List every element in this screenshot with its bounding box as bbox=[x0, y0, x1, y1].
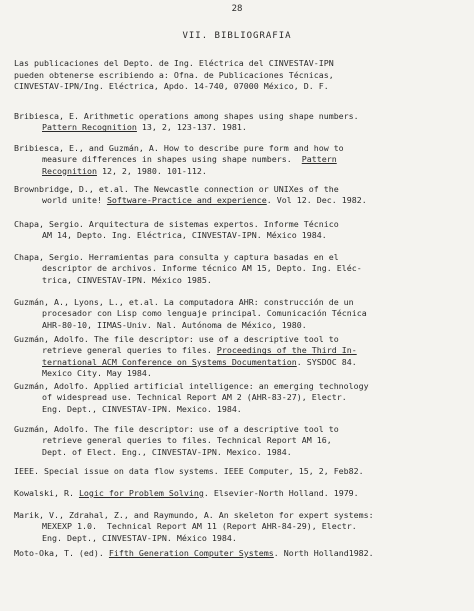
reference-text: Brownbridge, D., et.al. The Newcastle connection or UNIXes of the bbox=[14, 184, 339, 194]
reference-line bbox=[14, 308, 466, 319]
reference-line bbox=[14, 275, 466, 286]
reference-entry bbox=[14, 488, 466, 499]
reference-line bbox=[14, 195, 466, 206]
reference-line bbox=[14, 230, 466, 241]
reference-line bbox=[14, 392, 466, 403]
reference-text: Bribiesca, E., and Guzmán, A. How to describe pure form and how to bbox=[14, 143, 344, 153]
reference-line bbox=[14, 154, 466, 165]
reference-line bbox=[14, 510, 466, 521]
intro-line: pueden obtenerse escribiendo a: Ofna. de Publicaciones Técnicas, bbox=[14, 69, 334, 80]
reference-text: Marik, V., Zdrahal, Z., and Raymundo, A. An skeleton for expert systems: bbox=[14, 510, 374, 520]
reference-entry bbox=[14, 424, 466, 458]
reference-title: Pattern bbox=[301, 154, 337, 165]
reference-text: trica, CINVESTAV-IPN. México 1985. bbox=[42, 274, 212, 285]
page-number: 28 bbox=[231, 4, 243, 14]
reference-text: . Vol 12. Dec. 1982. bbox=[266, 195, 367, 206]
reference-text: 12, 2, 1980. 101-112. bbox=[96, 165, 207, 176]
section-heading: VII. BIBLIOGRAFIA bbox=[182, 31, 292, 41]
reference-entry bbox=[14, 219, 466, 242]
reference-text: Eng. Dept., CINVESTAV-IPN. Mexico. 1984. bbox=[42, 403, 242, 414]
reference-text: Guzmán, Adolfo. The file descriptor: use of a descriptive tool to bbox=[14, 334, 339, 344]
reference-line bbox=[14, 533, 466, 544]
intro-paragraph bbox=[14, 58, 464, 93]
reference-text: MEXEXP 1.0. Technical Report AM 11 (Report AHR-84-29), Electr. bbox=[42, 521, 357, 532]
reference-line bbox=[14, 521, 466, 532]
reference-entry bbox=[14, 510, 466, 544]
reference-text: measure differences in shapes using shape numbers. bbox=[42, 154, 302, 165]
reference-line bbox=[14, 447, 466, 458]
reference-text: Bribiesca, E. Arithmetic operations among shapes using shape numbers. bbox=[14, 111, 359, 121]
reference-line bbox=[14, 404, 466, 415]
reference-line bbox=[14, 219, 466, 230]
reference-text: descriptor de archivos. Informe técnico AM 15, Depto. Ing. Eléc- bbox=[42, 263, 362, 274]
reference-entry bbox=[14, 143, 466, 177]
reference-title: Logic for Problem Solving bbox=[78, 488, 204, 498]
reference-text: Mexico City. May 1984. bbox=[42, 367, 152, 378]
reference-line bbox=[14, 381, 466, 392]
reference-line bbox=[14, 548, 466, 559]
reference-line bbox=[14, 122, 466, 133]
reference-text: world unite! bbox=[42, 195, 107, 206]
reference-text: Guzmán, Adolfo. Applied artificial intelligence: an emerging technology bbox=[14, 381, 369, 391]
reference-text: Chapa, Sergio. Arquitectura de sistemas expertos. Informe Técnico bbox=[14, 219, 339, 229]
reference-line bbox=[14, 357, 466, 368]
reference-text: AHR-80-10, IIMAS-Univ. Nal. Autónoma de México, 1980. bbox=[42, 319, 307, 330]
reference-text: Guzmán, Adolfo. The file descriptor: use of a descriptive tool to bbox=[14, 424, 339, 434]
reference-line bbox=[14, 435, 466, 446]
reference-text: IEEE. Special issue on data flow systems. IEEE Computer, 15, 2, Feb82. bbox=[14, 466, 364, 476]
reference-text: . SYSDOC 84. bbox=[296, 356, 357, 367]
reference-line bbox=[14, 252, 466, 263]
reference-entry bbox=[14, 548, 466, 559]
reference-title: Fifth Generation Computer Systems bbox=[108, 548, 274, 558]
reference-entry bbox=[14, 466, 466, 477]
reference-text: 13, 2, 123-137. 1981. bbox=[136, 122, 247, 133]
reference-line bbox=[14, 424, 466, 435]
reference-title: Proceedings of the Third In- bbox=[216, 345, 357, 356]
reference-text: AM 14, Depto. Ing. Eléctrica, CINVESTAV-IPN. México 1984. bbox=[42, 230, 327, 241]
reference-entry bbox=[14, 297, 466, 331]
reference-line bbox=[14, 184, 466, 195]
reference-line bbox=[14, 466, 466, 477]
reference-line bbox=[14, 345, 466, 356]
reference-entry bbox=[14, 111, 466, 134]
reference-title: Recognition bbox=[42, 165, 97, 176]
reference-entry bbox=[14, 381, 466, 415]
reference-text: procesador con Lisp como lenguaje principal. Comunicación Técnica bbox=[42, 308, 367, 319]
reference-text: retrieve general queries to files. Technical Report AM 16, bbox=[42, 435, 332, 446]
reference-line bbox=[14, 488, 466, 499]
reference-line bbox=[14, 334, 466, 345]
intro-line: Las publicaciones del Depto. de Ing. Eléctrica del CINVESTAV-IPN bbox=[14, 58, 334, 68]
reference-line bbox=[14, 111, 466, 122]
reference-line bbox=[14, 263, 466, 274]
reference-line bbox=[14, 166, 466, 177]
reference-line bbox=[14, 297, 466, 308]
reference-title: ternational ACM Conference on Systems Documentation bbox=[42, 356, 297, 367]
reference-line bbox=[14, 143, 466, 154]
reference-entry bbox=[14, 184, 466, 207]
reference-text: Chapa, Sergio. Herramientas para consulta y captura basadas en el bbox=[14, 252, 339, 262]
intro-line: CINVESTAV-IPN/Ing. Eléctrica, Apdo. 14-740, 07000 México, D. F. bbox=[14, 81, 329, 91]
reference-text: Dept. of Elect. Eng., CINVESTAV-IPN. Mexico. 1984. bbox=[42, 446, 292, 457]
reference-entry bbox=[14, 334, 466, 379]
reference-text: Eng. Dept., CINVESTAV-IPN. México 1984. bbox=[42, 532, 237, 543]
reference-line bbox=[14, 368, 466, 379]
reference-text: Kowalski, R. bbox=[14, 488, 79, 498]
reference-text: . North Holland1982. bbox=[273, 548, 374, 558]
reference-entry bbox=[14, 252, 466, 286]
reference-text: of widespread use. Technical Report AM 2 (AHR-83-27), Electr. bbox=[42, 392, 347, 403]
reference-text: retrieve general queries to files. bbox=[42, 345, 217, 356]
reference-text: . Elsevier-North Holland. 1979. bbox=[203, 488, 359, 498]
reference-line bbox=[14, 320, 466, 331]
reference-text: Guzmán, A., Lyons, L., et.al. La computadora AHR: construcción de un bbox=[14, 297, 354, 307]
reference-title: Pattern Recognition bbox=[42, 122, 137, 133]
reference-text: Moto-Oka, T. (ed). bbox=[14, 548, 109, 558]
reference-title: Software-Practice and experience bbox=[106, 195, 267, 206]
